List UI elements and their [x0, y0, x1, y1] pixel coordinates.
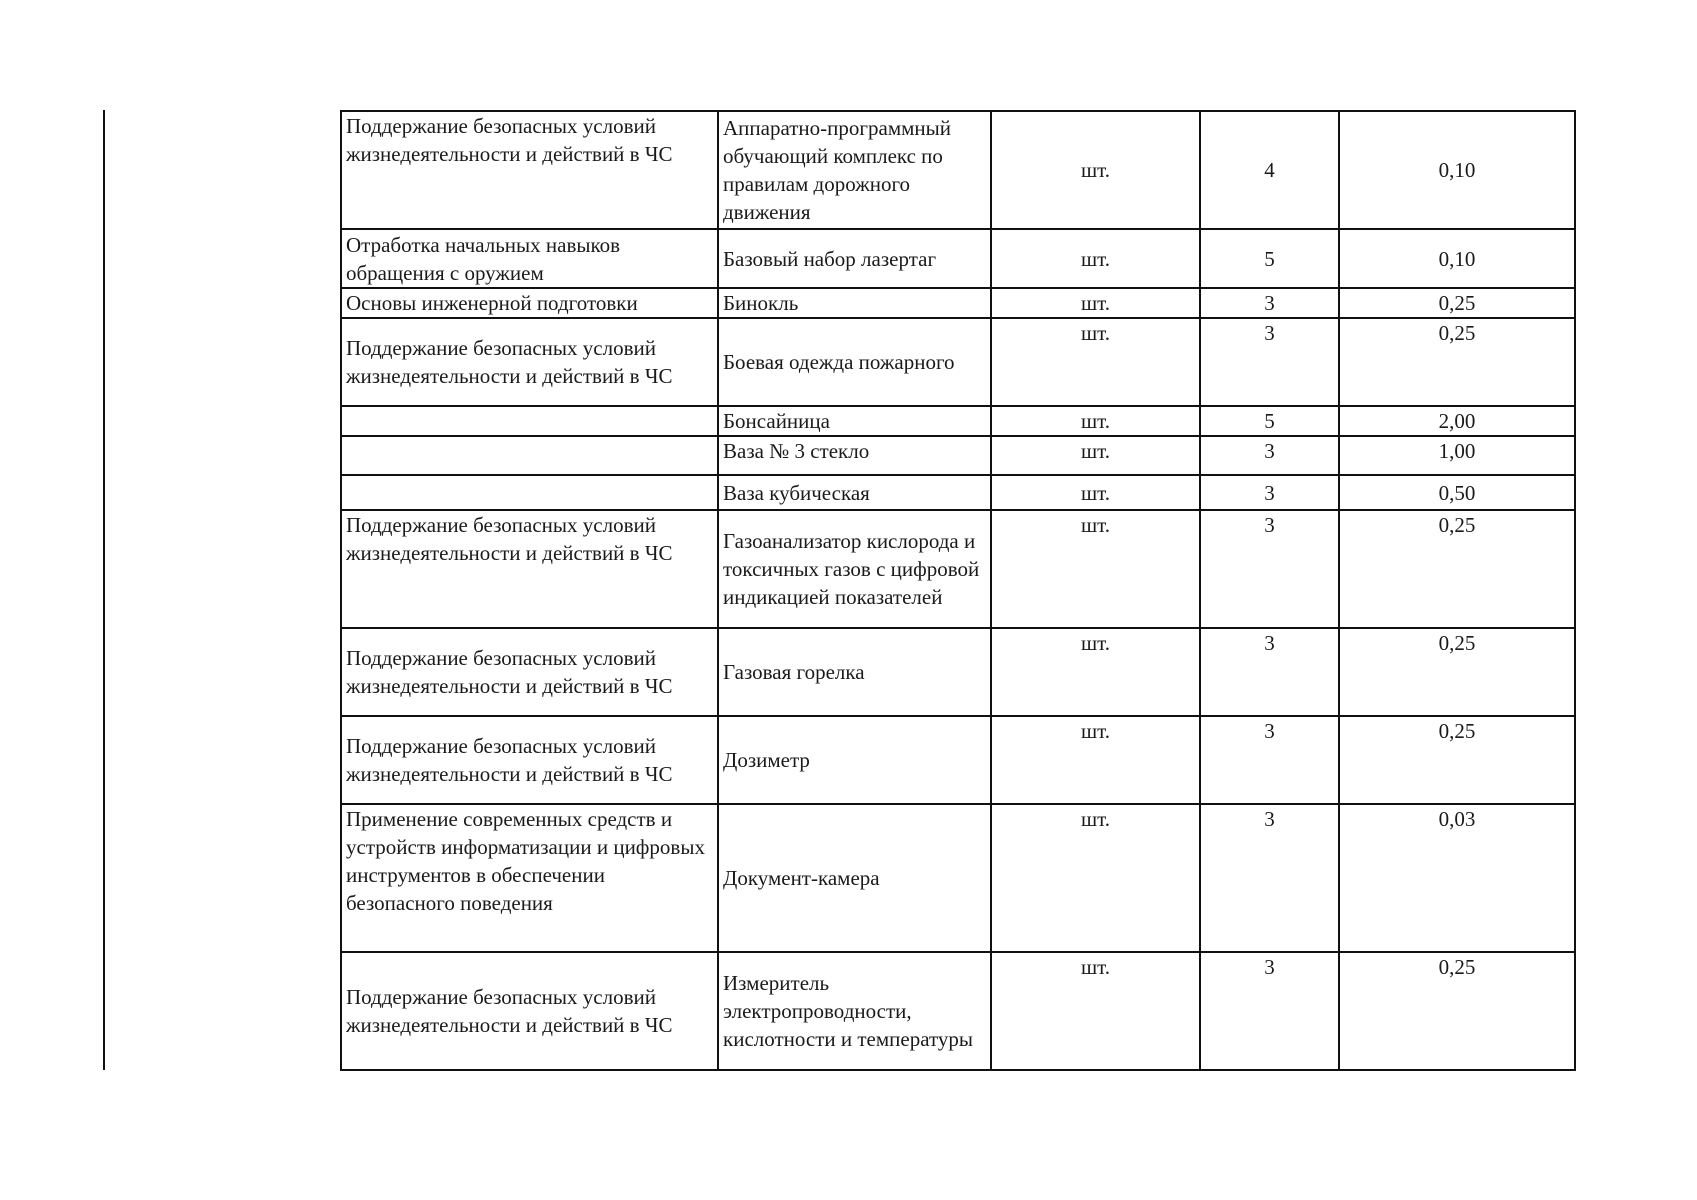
- coefficient-cell: 0,03: [1339, 804, 1575, 952]
- topic-cell: Поддержание безопасных условий жизнедеятельности и действий в ЧС: [341, 628, 718, 716]
- coefficient-cell: 0,25: [1339, 716, 1575, 804]
- unit-cell: шт.: [991, 229, 1200, 288]
- coefficient-cell: 0,25: [1339, 318, 1575, 406]
- item-name-cell: Бинокль: [718, 288, 991, 318]
- quantity-cell: 3: [1200, 628, 1339, 716]
- topic-cell: [341, 406, 718, 436]
- unit-cell: шт.: [991, 952, 1200, 1070]
- item-name-cell: Базовый набор лазертаг: [718, 229, 991, 288]
- unit-cell: шт.: [991, 716, 1200, 804]
- topic-cell: [341, 475, 718, 510]
- page-margin-rule: [103, 110, 105, 1070]
- coefficient-cell: 0,50: [1339, 475, 1575, 510]
- quantity-cell: 3: [1200, 288, 1339, 318]
- coefficient-cell: 0,10: [1339, 111, 1575, 229]
- table-row: [341, 716, 1575, 804]
- table-row: [341, 318, 1575, 406]
- quantity-cell: 5: [1200, 406, 1339, 436]
- table-row: [341, 952, 1575, 1070]
- table-row: [341, 229, 1575, 288]
- table-row: [341, 510, 1575, 628]
- quantity-cell: 3: [1200, 436, 1339, 475]
- unit-cell: шт.: [991, 628, 1200, 716]
- item-name-cell: Боевая одежда пожарного: [718, 318, 991, 406]
- table-row: [341, 111, 1575, 229]
- topic-cell: Поддержание безопасных условий жизнедеятельности и действий в ЧС: [341, 318, 718, 406]
- table-row: [341, 288, 1575, 318]
- table-row: [341, 406, 1575, 436]
- item-name-cell: Газовая горелка: [718, 628, 991, 716]
- item-name-cell: Измеритель электропроводности, кислотности и температуры: [718, 952, 991, 1070]
- quantity-cell: 3: [1200, 952, 1339, 1070]
- item-name-cell: Аппаратно-программный обучающий комплекс по правилам дорожного движения: [718, 111, 991, 229]
- item-name-cell: Бонсайница: [718, 406, 991, 436]
- quantity-cell: 5: [1200, 229, 1339, 288]
- table-row: [341, 628, 1575, 716]
- topic-cell: Поддержание безопасных условий жизнедеятельности и действий в ЧС: [341, 111, 718, 229]
- topic-cell: Применение современных средств и устройств информатизации и цифровых инструментов в обеспечении безопасного поведения: [341, 804, 718, 952]
- unit-cell: шт.: [991, 475, 1200, 510]
- quantity-cell: 3: [1200, 716, 1339, 804]
- unit-cell: шт.: [991, 288, 1200, 318]
- coefficient-cell: 0,25: [1339, 952, 1575, 1070]
- coefficient-cell: 0,25: [1339, 628, 1575, 716]
- topic-cell: Отработка начальных навыков обращения с оружием: [341, 229, 718, 288]
- unit-cell: шт.: [991, 111, 1200, 229]
- item-name-cell: Ваза кубическая: [718, 475, 991, 510]
- quantity-cell: 3: [1200, 318, 1339, 406]
- quantity-cell: 4: [1200, 111, 1339, 229]
- item-name-cell: Документ-камера: [718, 804, 991, 952]
- unit-cell: шт.: [991, 804, 1200, 952]
- quantity-cell: 3: [1200, 804, 1339, 952]
- table-row: [341, 436, 1575, 475]
- equipment-table: [340, 110, 1576, 1071]
- topic-cell: Поддержание безопасных условий жизнедеятельности и действий в ЧС: [341, 716, 718, 804]
- coefficient-cell: 0,25: [1339, 510, 1575, 628]
- item-name-cell: Газоанализатор кислорода и токсичных газов с цифровой индикацией показателей: [718, 510, 991, 628]
- table-row: [341, 804, 1575, 952]
- topic-cell: Поддержание безопасных условий жизнедеятельности и действий в ЧС: [341, 952, 718, 1070]
- coefficient-cell: 1,00: [1339, 436, 1575, 475]
- topic-cell: Основы инженерной подготовки: [341, 288, 718, 318]
- table-row: [341, 475, 1575, 510]
- coefficient-cell: 0,25: [1339, 288, 1575, 318]
- coefficient-cell: 2,00: [1339, 406, 1575, 436]
- quantity-cell: 3: [1200, 510, 1339, 628]
- unit-cell: шт.: [991, 406, 1200, 436]
- item-name-cell: Дозиметр: [718, 716, 991, 804]
- item-name-cell: Ваза № 3 стекло: [718, 436, 991, 475]
- topic-cell: [341, 436, 718, 475]
- quantity-cell: 3: [1200, 475, 1339, 510]
- unit-cell: шт.: [991, 436, 1200, 475]
- coefficient-cell: 0,10: [1339, 229, 1575, 288]
- unit-cell: шт.: [991, 318, 1200, 406]
- topic-cell: Поддержание безопасных условий жизнедеятельности и действий в ЧС: [341, 510, 718, 628]
- unit-cell: шт.: [991, 510, 1200, 628]
